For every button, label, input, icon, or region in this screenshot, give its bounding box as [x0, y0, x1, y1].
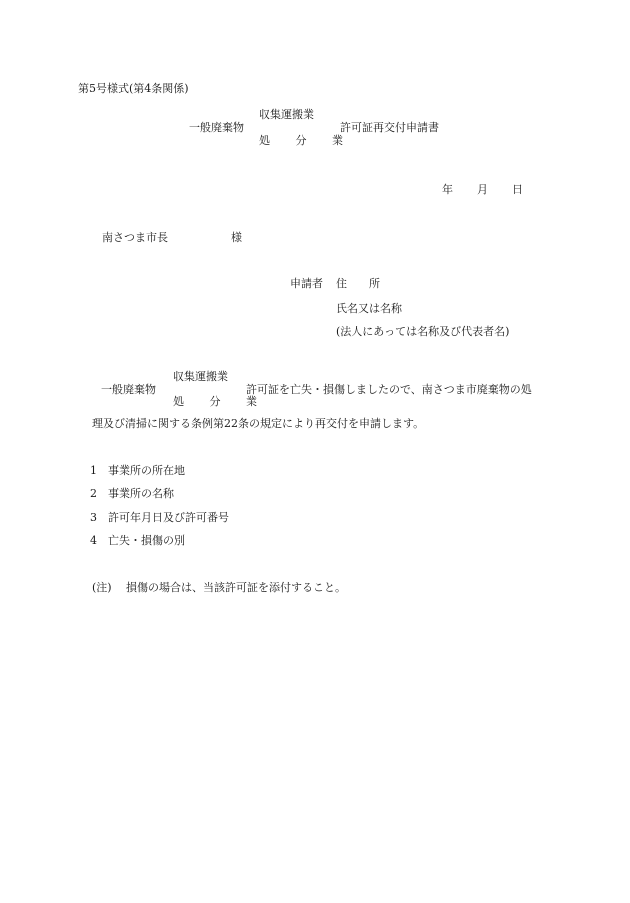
- address-label: 住 所: [336, 277, 380, 290]
- list-item-number: 4: [90, 534, 97, 547]
- body-waste-type: 一般廃棄物: [101, 383, 156, 396]
- note-text: 損傷の場合は、当該許可証を添付すること。: [126, 581, 346, 594]
- date-year: 年: [442, 183, 453, 196]
- date-month: 月: [477, 183, 488, 196]
- list-item-number: 2: [90, 487, 97, 500]
- list-item-text: 事業所の所在地: [108, 464, 185, 477]
- note: [92, 582, 346, 593]
- title-waste-type: 一般廃棄物: [189, 121, 244, 134]
- list-item: [90, 535, 185, 546]
- body-business-kind-collection: 収集運搬業: [173, 370, 228, 383]
- addressee-honorific: 様: [231, 231, 242, 244]
- list-item-text: 事業所の名称: [108, 487, 174, 500]
- form-label: 第5号様式(第4条関係): [78, 82, 189, 95]
- list-item-number: 1: [90, 464, 97, 477]
- list-item: [90, 488, 174, 499]
- date-day: 日: [512, 183, 523, 196]
- title-business-kind-collection: 収集運搬業: [259, 108, 314, 121]
- corporation-note: (法人にあっては名称及び代表者名): [336, 325, 510, 338]
- body-business-kind-disposal: 処 分 業: [173, 395, 268, 408]
- body-text-line-2: 理及び清掃に関する条例第22条の規定により再交付を申請します。: [92, 417, 425, 430]
- list-item-text: 許可年月日及び許可番号: [108, 511, 229, 524]
- addressee-name: 南さつま市長: [102, 231, 168, 244]
- body-text-line-1: 許可証を亡失・損傷しましたので、南さつま市廃棄物の処: [246, 383, 532, 396]
- title-business-kind-disposal: 処 分 業: [259, 134, 354, 147]
- applicant-label: 申請者: [290, 277, 323, 290]
- name-label: 氏名又は名称: [336, 302, 402, 315]
- title-document-name: 許可証再交付申請書: [340, 121, 439, 134]
- list-item-text: 亡失・損傷の別: [108, 534, 185, 547]
- list-item-number: 3: [90, 511, 97, 524]
- note-label: (注): [92, 581, 112, 594]
- list-item: [90, 512, 229, 523]
- list-item: [90, 465, 185, 476]
